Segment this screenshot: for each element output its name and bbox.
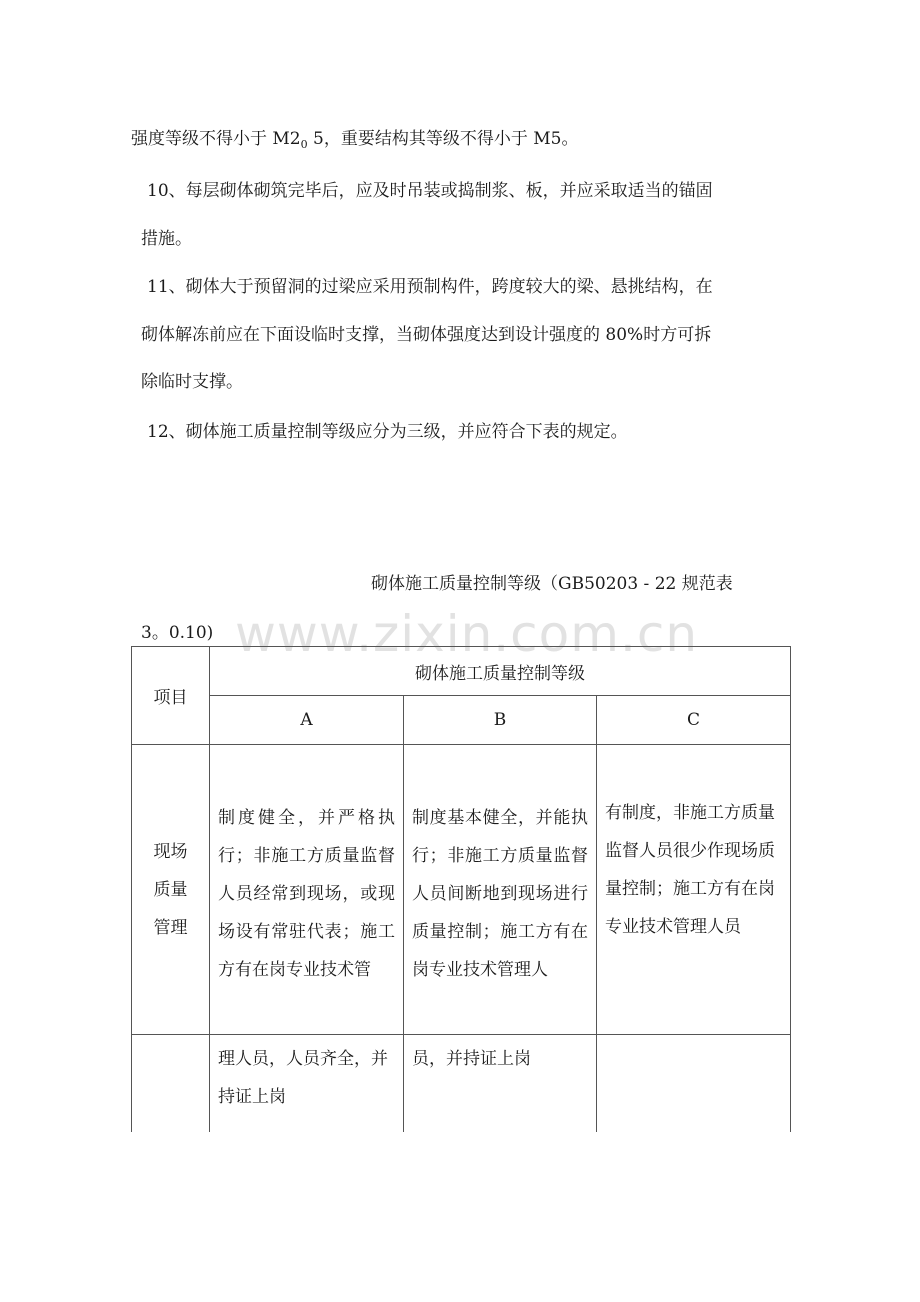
paragraph-10-line2: 措施。	[141, 229, 192, 249]
quality-control-table	[131, 646, 791, 1132]
table-row	[132, 745, 791, 1035]
table-header-row	[132, 647, 791, 696]
row1-c-text: 有制度，非施工方质量监督人员很少作现场质量控制；施工方有在岗专业技术管理人员	[605, 802, 775, 937]
paragraph-9-continued	[131, 127, 579, 153]
row1-b-cell	[404, 745, 597, 1035]
paragraph-11-line3: 除临时支撑。	[141, 372, 243, 392]
row1-label: 现场质量管理	[153, 841, 188, 938]
grade-a-cell	[210, 696, 404, 745]
row1-c-cell	[597, 745, 791, 1035]
paragraph-11-line1: 11、砌体大于预留洞的过梁应采用预制构件，跨度较大的梁、悬挑结构，在	[147, 277, 713, 297]
paragraph-12-line1: 12、砌体施工质量控制等级应分为三级，并应符合下表的规定。	[147, 422, 628, 442]
header-item: 项目	[153, 688, 188, 708]
row2-a-cell	[210, 1035, 404, 1132]
p1-subscript: 0	[300, 138, 308, 151]
row2-b-text: 员，并持证上岗	[412, 1049, 531, 1069]
row2-a-text: 理人员，人员齐全，并持证上岗	[218, 1049, 388, 1107]
grade-a: A	[300, 710, 313, 730]
watermark: www.zixin.com.cn	[235, 605, 699, 663]
grade-c-cell	[597, 696, 791, 745]
row2-label-cell	[132, 1035, 210, 1132]
paragraph-10-line1: 10、每层砌体砌筑完毕后，应及时吊装或捣制浆、板，并应采取适当的锚固	[147, 181, 713, 201]
row2-c-cell	[597, 1035, 791, 1132]
table-row	[132, 1035, 791, 1132]
row1-a-text: 制度健全，并严格执行；非施工方质量监督人员经常到现场，或现场设有常驻代表；施工方有在岗专业技术管	[218, 807, 395, 980]
row1-a-cell	[210, 745, 404, 1035]
header-item-cell	[132, 647, 210, 745]
grade-b: B	[493, 710, 507, 730]
row1-b-text: 制度基本健全，并能执行；非施工方质量监督人员间断地到现场进行质量控制；施工方有在岗专业技术管理人	[412, 807, 588, 980]
row2-b-cell	[404, 1035, 597, 1132]
row1-label-cell	[132, 745, 210, 1035]
p1-text-a: 强度等级不得小于 M2	[131, 129, 301, 149]
grade-c: C	[686, 710, 700, 730]
table-grade-row	[132, 696, 791, 745]
p1-text-b: 5，重要结构其等级不得小于 M5。	[307, 129, 579, 149]
paragraph-11-line2: 砌体解冻前应在下面设临时支撑，当砌体强度达到设计强度的 80%时方可拆	[141, 325, 712, 345]
header-group-cell	[210, 647, 791, 696]
table-caption-line1: 砌体施工质量控制等级（GB50203 - 22 规范表	[371, 574, 733, 594]
grade-b-cell	[404, 696, 597, 745]
header-group: 砌体施工质量控制等级	[415, 663, 585, 684]
table-caption-line2: 3。0.10)	[141, 623, 214, 643]
